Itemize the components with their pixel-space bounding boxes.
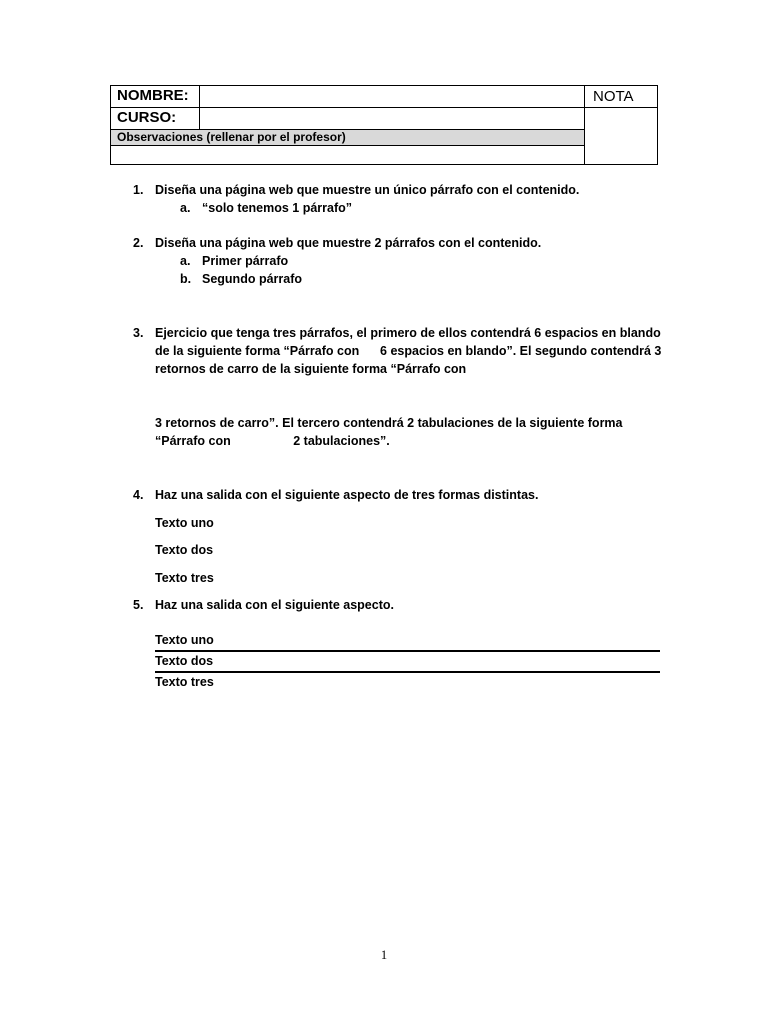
exercise-1a-text: “solo tenemos 1 párrafo” [202,201,353,215]
course-field[interactable] [200,108,585,130]
observations-label: Observaciones (rellenar por el profesor) [111,130,585,146]
exercise-1a-letter: a. [180,201,191,215]
observations-field[interactable] [111,146,585,164]
exercise-1-text: Diseña una página web que muestre un único párrafo con el contenido. [155,183,580,197]
exercise-5-output: Texto dos [155,654,214,668]
exercise-2a-letter: a. [180,254,191,268]
exercise-2b-text: Segundo párrafo [202,272,303,286]
exercise-5-text: Haz una salida con el siguiente aspecto. [155,598,394,612]
exercise-1-number: 1. [133,183,144,197]
exercise-3-line: 3 retornos de carro”. El tercero contendrá 2 tabulaciones de la siguiente forma [155,416,623,430]
exercise-2a-text: Primer párrafo [202,254,289,268]
exercise-3-line: Ejercicio que tenga tres párrafos, el primero de ellos contendrá 6 espacios en blando [155,326,661,340]
name-label: NOMBRE: [111,86,200,108]
exercise-4-number: 4. [133,488,144,502]
exercise-4-output: Texto tres [155,571,214,585]
exercise-2b-letter: b. [180,272,192,286]
name-field[interactable] [200,86,585,108]
exercise-3-number: 3. [133,326,144,340]
exercise-2-text: Diseña una página web que muestre 2 párrafos con el contenido. [155,236,542,250]
course-label: CURSO: [111,108,200,130]
exercise-3-line: de la siguiente forma “Párrafo con 6 espacios en blando”. El segundo contendrá 3 [155,344,662,358]
horizontal-rule [155,650,660,652]
exercise-4-text: Haz una salida con el siguiente aspecto de tres formas distintas. [155,488,539,502]
exercise-5-number: 5. [133,598,144,612]
exercise-3-line: “Párrafo con 2 tabulaciones”. [155,434,390,448]
student-info-table [110,85,658,165]
grade-label: NOTA [585,86,657,108]
grade-field[interactable] [585,108,657,164]
exercise-3-line: retornos de carro de la siguiente forma “Párrafo con [155,362,467,376]
exercise-5-output: Texto tres [155,675,214,689]
exercise-4-output: Texto uno [155,516,214,530]
exercise-4-output: Texto dos [155,543,214,557]
page-number: 1 [380,948,388,962]
horizontal-rule [155,671,660,673]
exercise-5-output: Texto uno [155,633,214,647]
exercise-2-number: 2. [133,236,144,250]
